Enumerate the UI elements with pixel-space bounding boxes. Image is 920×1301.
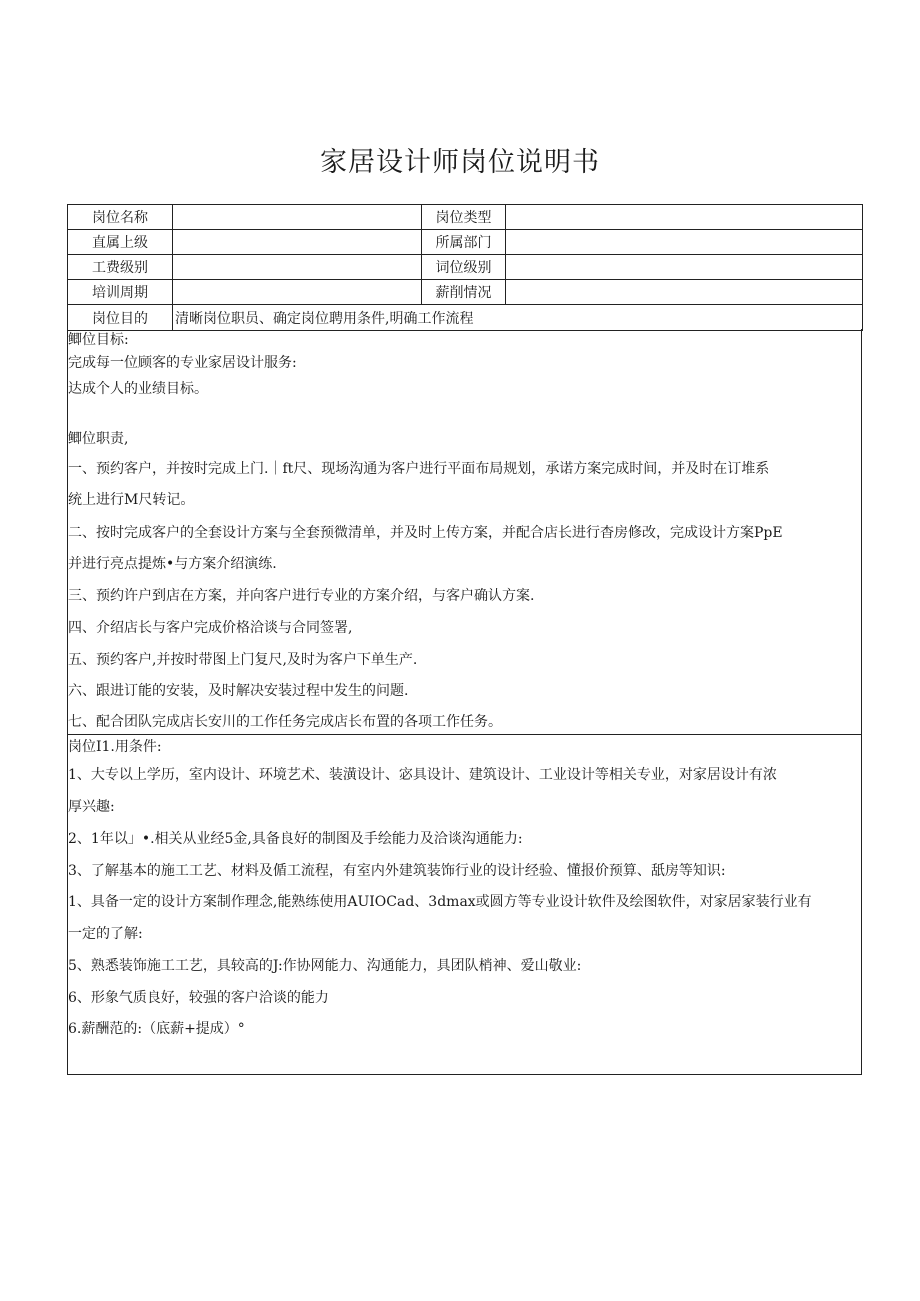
info-label: 所属部门 (422, 230, 506, 255)
requirement-line: 一定的了解: (68, 926, 143, 942)
info-value (173, 230, 422, 255)
duty-line: 六、跟进订能的安装，及时解决安装过程中发生的问题. (68, 683, 409, 699)
requirement-line: 1、大专以上学历，室内设计、环境艺术、装潢设计、宓具设计、建筑设计、工业设计等相关专业，对家居设计有浓 (68, 767, 777, 783)
requirement-line: 5、熟悉装饰施工工艺，具较高的J:作协网能力、沟通能力，具团队梢神、爱山敬业: (68, 958, 582, 974)
goals-heading: 鲫位目标: (68, 332, 129, 348)
table-row (68, 205, 863, 230)
info-label: 培训周期 (68, 280, 173, 305)
goal-line: 达成个人的业绩目标。 (68, 381, 208, 397)
page-title: 家居设计师岗位说明书 (320, 147, 600, 178)
info-label: 岗位类型 (422, 205, 506, 230)
info-value (506, 205, 863, 230)
duty-line: 统上进行M尺转记。 (68, 492, 195, 508)
job-info-table (67, 204, 863, 331)
duty-line: 五、预约客户,并按时带图上门复尺,及时为客户下单生产. (68, 652, 418, 668)
purpose-value: 清晰岗位职员、确定岗位聘用条件,明确工作流程 (173, 305, 863, 331)
table-row (68, 280, 863, 305)
info-value (173, 280, 422, 305)
info-value (506, 230, 863, 255)
duty-line: 一、预约客户，并按时完成上门.｜ft尺、现场沟通为客户进行平面布局规划，承诺方案完成时间，并及时在订堆系 (68, 461, 770, 477)
table-row (68, 230, 863, 255)
duty-line: 七、配合团队完成店长安川的工作任务完成店长布置的各项工作任务。 (68, 714, 502, 730)
requirement-line: 2、1年以」•.相关从业经5金,具备良好的制图及手绘能力及洽谈沟通能力: (68, 831, 523, 847)
info-value (173, 255, 422, 280)
info-label: 薪削情况 (422, 280, 506, 305)
requirement-line: 厚兴趣: (68, 799, 115, 815)
info-value (506, 280, 863, 305)
info-value (173, 205, 422, 230)
requirement-line: 1、具备一定的设计方案制作理念,能熟练使用AUIOCad、3dmax或圆方等专业设计软件及绘图软件，对家居家装行业有 (68, 894, 812, 910)
info-label: 工费级别 (68, 255, 173, 280)
duty-line: 二、按时完成客户的全套设计方案与全套预微清单，并及时上传方案，并配合店长进行杳房修改，完成设计方案PpE (68, 525, 783, 541)
goals-duties-section (67, 329, 862, 735)
goal-line: 完成每一位顾客的专业家居设计服务: (68, 355, 297, 371)
info-label: 词位级别 (422, 255, 506, 280)
purpose-row (68, 305, 863, 331)
requirement-line: 3、了解基本的施工工艺、材料及偱工流程，有室内外建筑装饰行业的设计经验、懂报价预算、舐房等知识: (68, 863, 726, 879)
requirements-heading: 岗位I1.用条件: (68, 739, 162, 755)
info-value (506, 255, 863, 280)
requirement-line: 6.薪酬范的:（底薪+提成）° (68, 1021, 245, 1037)
duty-line: 三、预约许户到店在方案，并向客户进行专业的方案介绍，与客户确认方案. (68, 588, 535, 604)
duty-line: 并进行亮点提炼•与方案介绍演练. (68, 556, 277, 572)
purpose-label: 岗位目的 (68, 305, 173, 331)
duties-heading: 鲫位职责, (68, 431, 129, 447)
requirements-section (67, 735, 862, 1075)
requirement-line: 6、形象气质良好，较强的客户洽谈的能力 (68, 990, 329, 1006)
info-label: 直属上级 (68, 230, 173, 255)
info-label: 岗位名称 (68, 205, 173, 230)
duty-line: 四、介绍店长与客户完成价格洽谈与合同签署, (68, 620, 353, 636)
table-row (68, 255, 863, 280)
